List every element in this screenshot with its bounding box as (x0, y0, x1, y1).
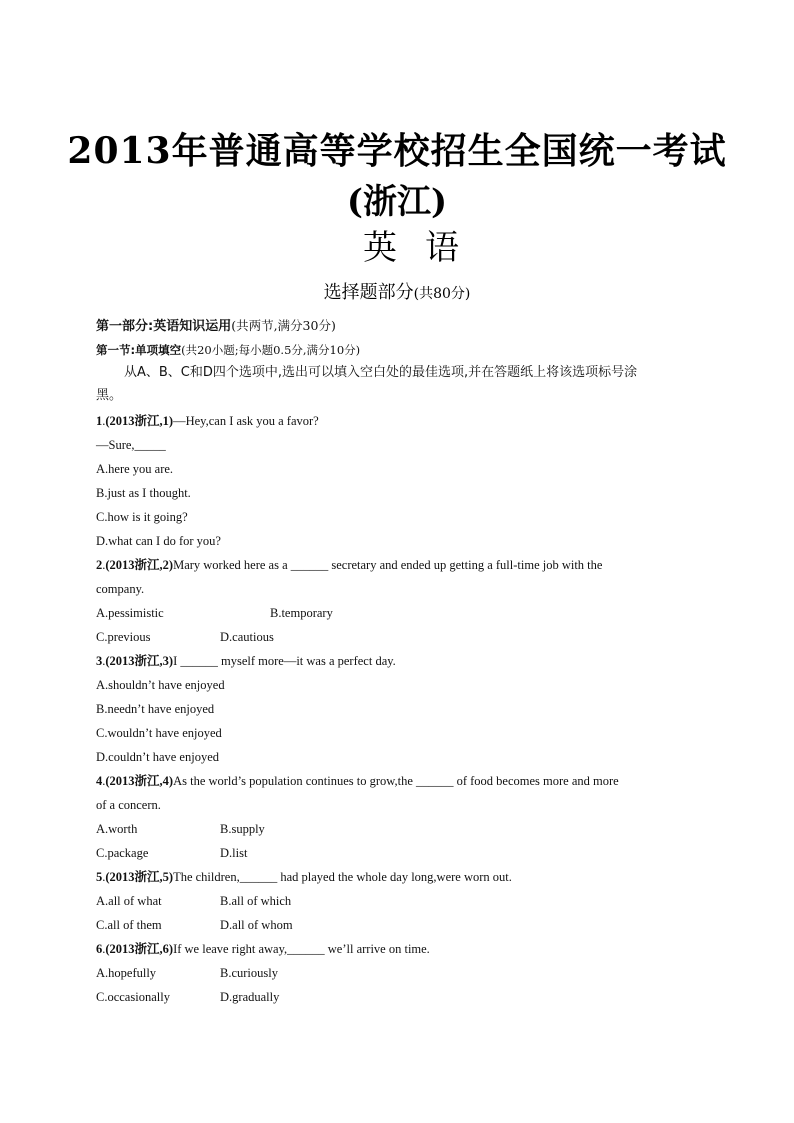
option-1b: B.just as I thought. (96, 486, 191, 500)
question-stem: If we leave right away,______ we’ll arrive on time. (173, 942, 430, 956)
option-5a: A.all of what (96, 894, 162, 908)
option-5d: D.all of whom (220, 918, 293, 932)
section2-title: 第一节:单项填空 (96, 343, 182, 357)
question-2: 2.(2013浙江,2)Mary worked here as a ______ secretary and ended up getting a full-time job with the (96, 558, 603, 572)
part-title: 选择题部分 (323, 282, 414, 303)
option-3c: C.wouldn’t have enjoyed (96, 726, 222, 740)
option-6a: A.hopefully (96, 966, 157, 980)
question-source: (2013浙江,6) (105, 942, 174, 956)
instructions-line2: 黑。 (96, 388, 123, 403)
question-stem: Mary worked here as a ______ secretary and ended up getting a full-time job with the (173, 558, 603, 572)
question-stem: I ______ myself more—it was a perfect day. (173, 654, 396, 668)
question-source: (2013浙江,1) (105, 414, 174, 428)
question-source: (2013浙江,3) (105, 654, 174, 668)
question-number: 2 (96, 558, 103, 572)
option-6b: B.curiously (220, 966, 278, 980)
part-score: (共80分) (413, 286, 471, 302)
option-6c: C.occasionally (96, 990, 170, 1004)
question-4: 4.(2013浙江,4)As the world’s population continues to grow,the ______ of food becomes more and more (96, 774, 619, 788)
question-6: 6.(2013浙江,6)If we leave right away,______ we’ll arrive on time. (96, 942, 430, 956)
section1-heading (96, 318, 336, 335)
section2-score: (共20小题;每小题0.5分,满分10分) (181, 343, 361, 357)
question-stem: As the world’s population continues to grow,the ______ of food becomes more and more (173, 774, 619, 788)
option-3d: D.couldn’t have enjoyed (96, 750, 219, 764)
question-stem: —Hey,can I ask you a favor? (173, 414, 319, 428)
question-number: 1 (96, 414, 103, 428)
question-2-stem2: company. (96, 582, 145, 596)
question-source: (2013浙江,4) (105, 774, 174, 788)
question-stem: The children,______ had played the whole day long,were worn out. (173, 870, 512, 884)
question-1: 1.(2013浙江,1)—Hey,can I ask you a favor? (96, 414, 319, 428)
question-number: 3 (96, 654, 103, 668)
question-source: (2013浙江,2) (105, 558, 174, 572)
option-6d: D.gradually (220, 990, 280, 1004)
option-1a: A.here you are. (96, 462, 174, 476)
instructions-line1: 从A、B、C和D四个选项中,选出可以填入空白处的最佳选项,并在答题纸上将该选项标号涂 (124, 365, 638, 380)
question-number: 4 (96, 774, 103, 788)
exam-title: 2013年普通高等学校招生全国统一考试 (67, 130, 727, 172)
option-2d: D.cautious (220, 630, 274, 644)
section1-title: 第一部分:英语知识运用 (96, 319, 232, 334)
question-source: (2013浙江,5) (105, 870, 174, 884)
option-4b: B.supply (220, 822, 265, 836)
option-2a: A.pessimistic (96, 606, 164, 620)
question-4-stem2: of a concern. (96, 798, 161, 812)
question-1-stem2: —Sure,_____ (96, 438, 166, 452)
option-1d: D.what can I do for you? (96, 534, 221, 548)
option-4d: D.list (220, 846, 248, 860)
option-3b: B.needn’t have enjoyed (96, 702, 215, 716)
option-5c: C.all of them (96, 918, 162, 932)
option-5b: B.all of which (220, 894, 292, 908)
question-3: 3.(2013浙江,3)I ______ myself more—it was a perfect day. (96, 654, 396, 668)
option-4a: A.worth (96, 822, 138, 836)
section2-heading (96, 342, 360, 358)
question-5: 5.(2013浙江,5)The children,______ had played the whole day long,were worn out. (96, 870, 512, 884)
question-number: 5 (96, 870, 103, 884)
part-heading (0, 278, 794, 304)
question-number: 6 (96, 942, 103, 956)
section1-score: (共两节,满分30分) (231, 318, 336, 333)
option-3a: A.shouldn’t have enjoyed (96, 678, 225, 692)
exam-subject: 英语 (363, 228, 487, 268)
option-2c: C.previous (96, 630, 151, 644)
option-2b: B.temporary (270, 606, 333, 620)
option-1c: C.how is it going? (96, 510, 188, 524)
option-4c: C.package (96, 846, 149, 860)
exam-region: (浙江) (346, 182, 448, 222)
